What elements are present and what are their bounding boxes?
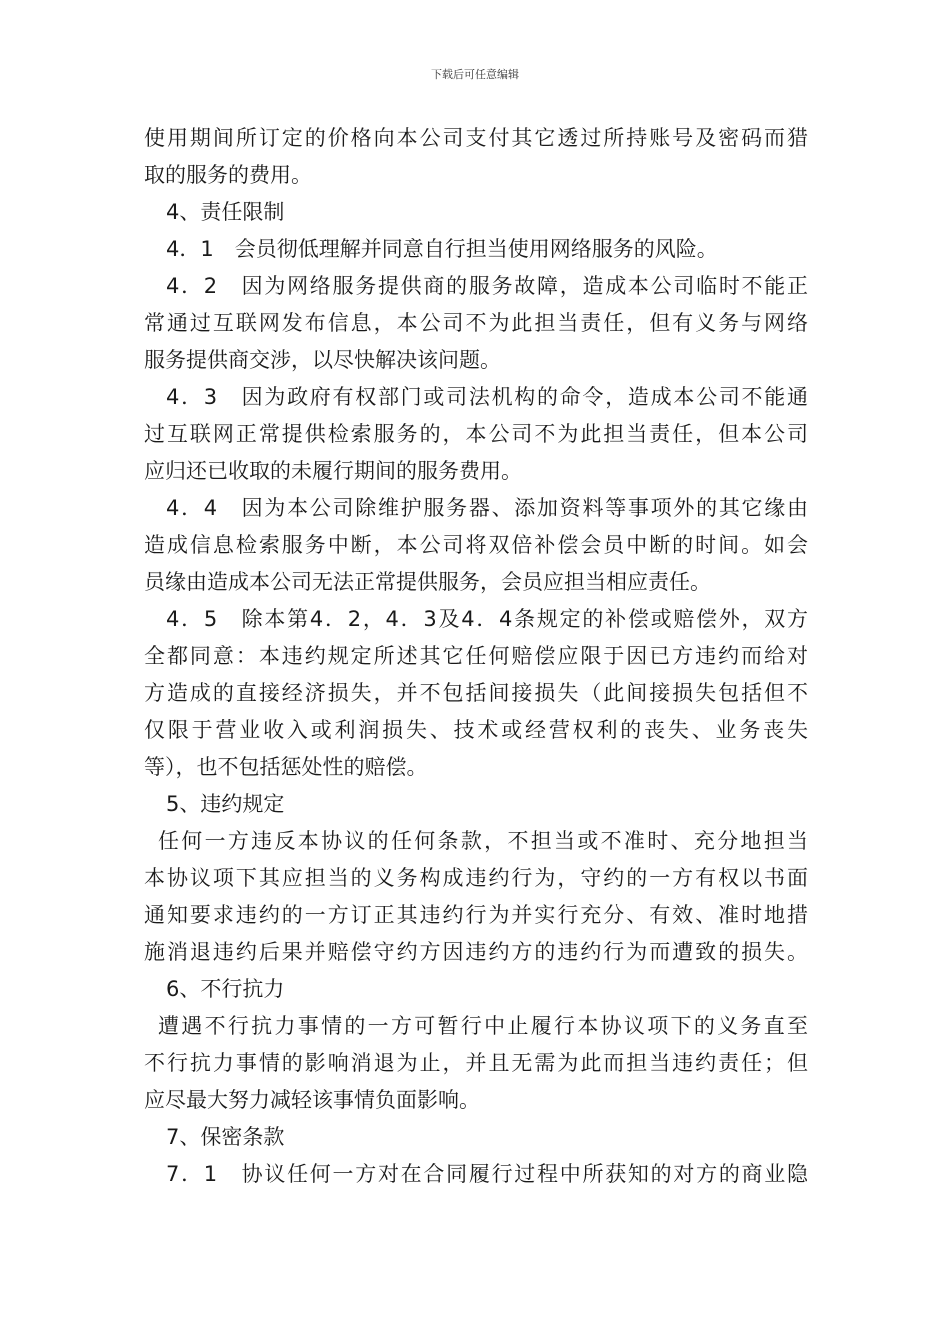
clause-line: 4．3 因为政府有权部门或司法机构的命令，造成本公司不能通 <box>166 385 808 409</box>
page-header: 下载后可任意编辑 <box>431 68 519 81</box>
clause-line: 4．5 除本第4．2，4．3及4．4条规定的补偿或赔偿外，双方 <box>166 607 808 631</box>
paragraph-line: 等），也不包括惩处性的赔偿。 <box>144 755 428 779</box>
paragraph-line: 遭遇不行抗力事情的一方可暂行中止履行本协议项下的义务直至 <box>158 1014 808 1038</box>
section-heading: 4、责任限制 <box>166 200 285 224</box>
section-heading: 6、不行抗力 <box>166 977 285 1001</box>
paragraph-line: 施消退违约后果并赔偿守约方因违约方的违约行为而遭致的损失。 <box>144 940 808 964</box>
paragraph-line: 常通过互联网发布信息，本公司不为此担当责任，但有义务与网络 <box>144 311 808 335</box>
paragraph-line: 通知要求违约的一方订正其违约行为并实行充分、有效、准时地措 <box>144 903 808 927</box>
section-heading: 5、违约规定 <box>166 792 285 816</box>
paragraph-line: 应归还已收取的未履行期间的服务费用。 <box>144 459 522 483</box>
paragraph-line: 员缘由造成本公司无法正常提供服务，会员应担当相应责任。 <box>144 570 711 594</box>
paragraph-line: 不行抗力事情的影响消退为止，并且无需为此而担当违约责任；但 <box>144 1051 808 1075</box>
paragraph-line: 服务提供商交涉，以尽快解决该问题。 <box>144 348 501 372</box>
paragraph-line: 造成信息检索服务中断，本公司将双倍补偿会员中断的时间。如会 <box>144 533 808 557</box>
clause-line: 4．2 因为网络服务提供商的服务故障，造成本公司临时不能正 <box>166 274 808 298</box>
paragraph-line: 取的服务的费用。 <box>144 163 312 187</box>
paragraph-line: 应尽最大努力减轻该事情负面影响。 <box>144 1088 480 1112</box>
clause-line: 4．4 因为本公司除维护服务器、添加资料等事项外的其它缘由 <box>166 496 808 520</box>
paragraph-line: 方造成的直接经济损失，并不包括间接损失（此间接损失包括但不 <box>144 681 808 705</box>
document-body <box>144 120 808 1193</box>
paragraph-line: 过互联网正常提供检索服务的，本公司不为此担当责任，但本公司 <box>144 422 808 446</box>
paragraph-line: 本协议项下其应担当的义务构成违约行为，守约的一方有权以书面 <box>144 866 808 890</box>
clause-line: 4．1 会员彻低理解并同意自行担当使用网络服务的风险。 <box>166 237 718 261</box>
paragraph-line: 仅限于营业收入或利润损失、技术或经营权利的丧失、业务丧失 <box>144 718 808 742</box>
clause-line: 7．1 协议任何一方对在合同履行过程中所获知的对方的商业隐 <box>166 1162 808 1186</box>
section-heading: 7、保密条款 <box>166 1125 285 1149</box>
paragraph-line: 全都同意：本违约规定所述其它任何赔偿应限于因已方违约而给对 <box>144 644 808 668</box>
paragraph-line: 任何一方违反本协议的任何条款，不担当或不准时、充分地担当 <box>158 829 808 853</box>
paragraph-line: 使用期间所订定的价格向本公司支付其它透过所持账号及密码而猎 <box>144 126 808 150</box>
